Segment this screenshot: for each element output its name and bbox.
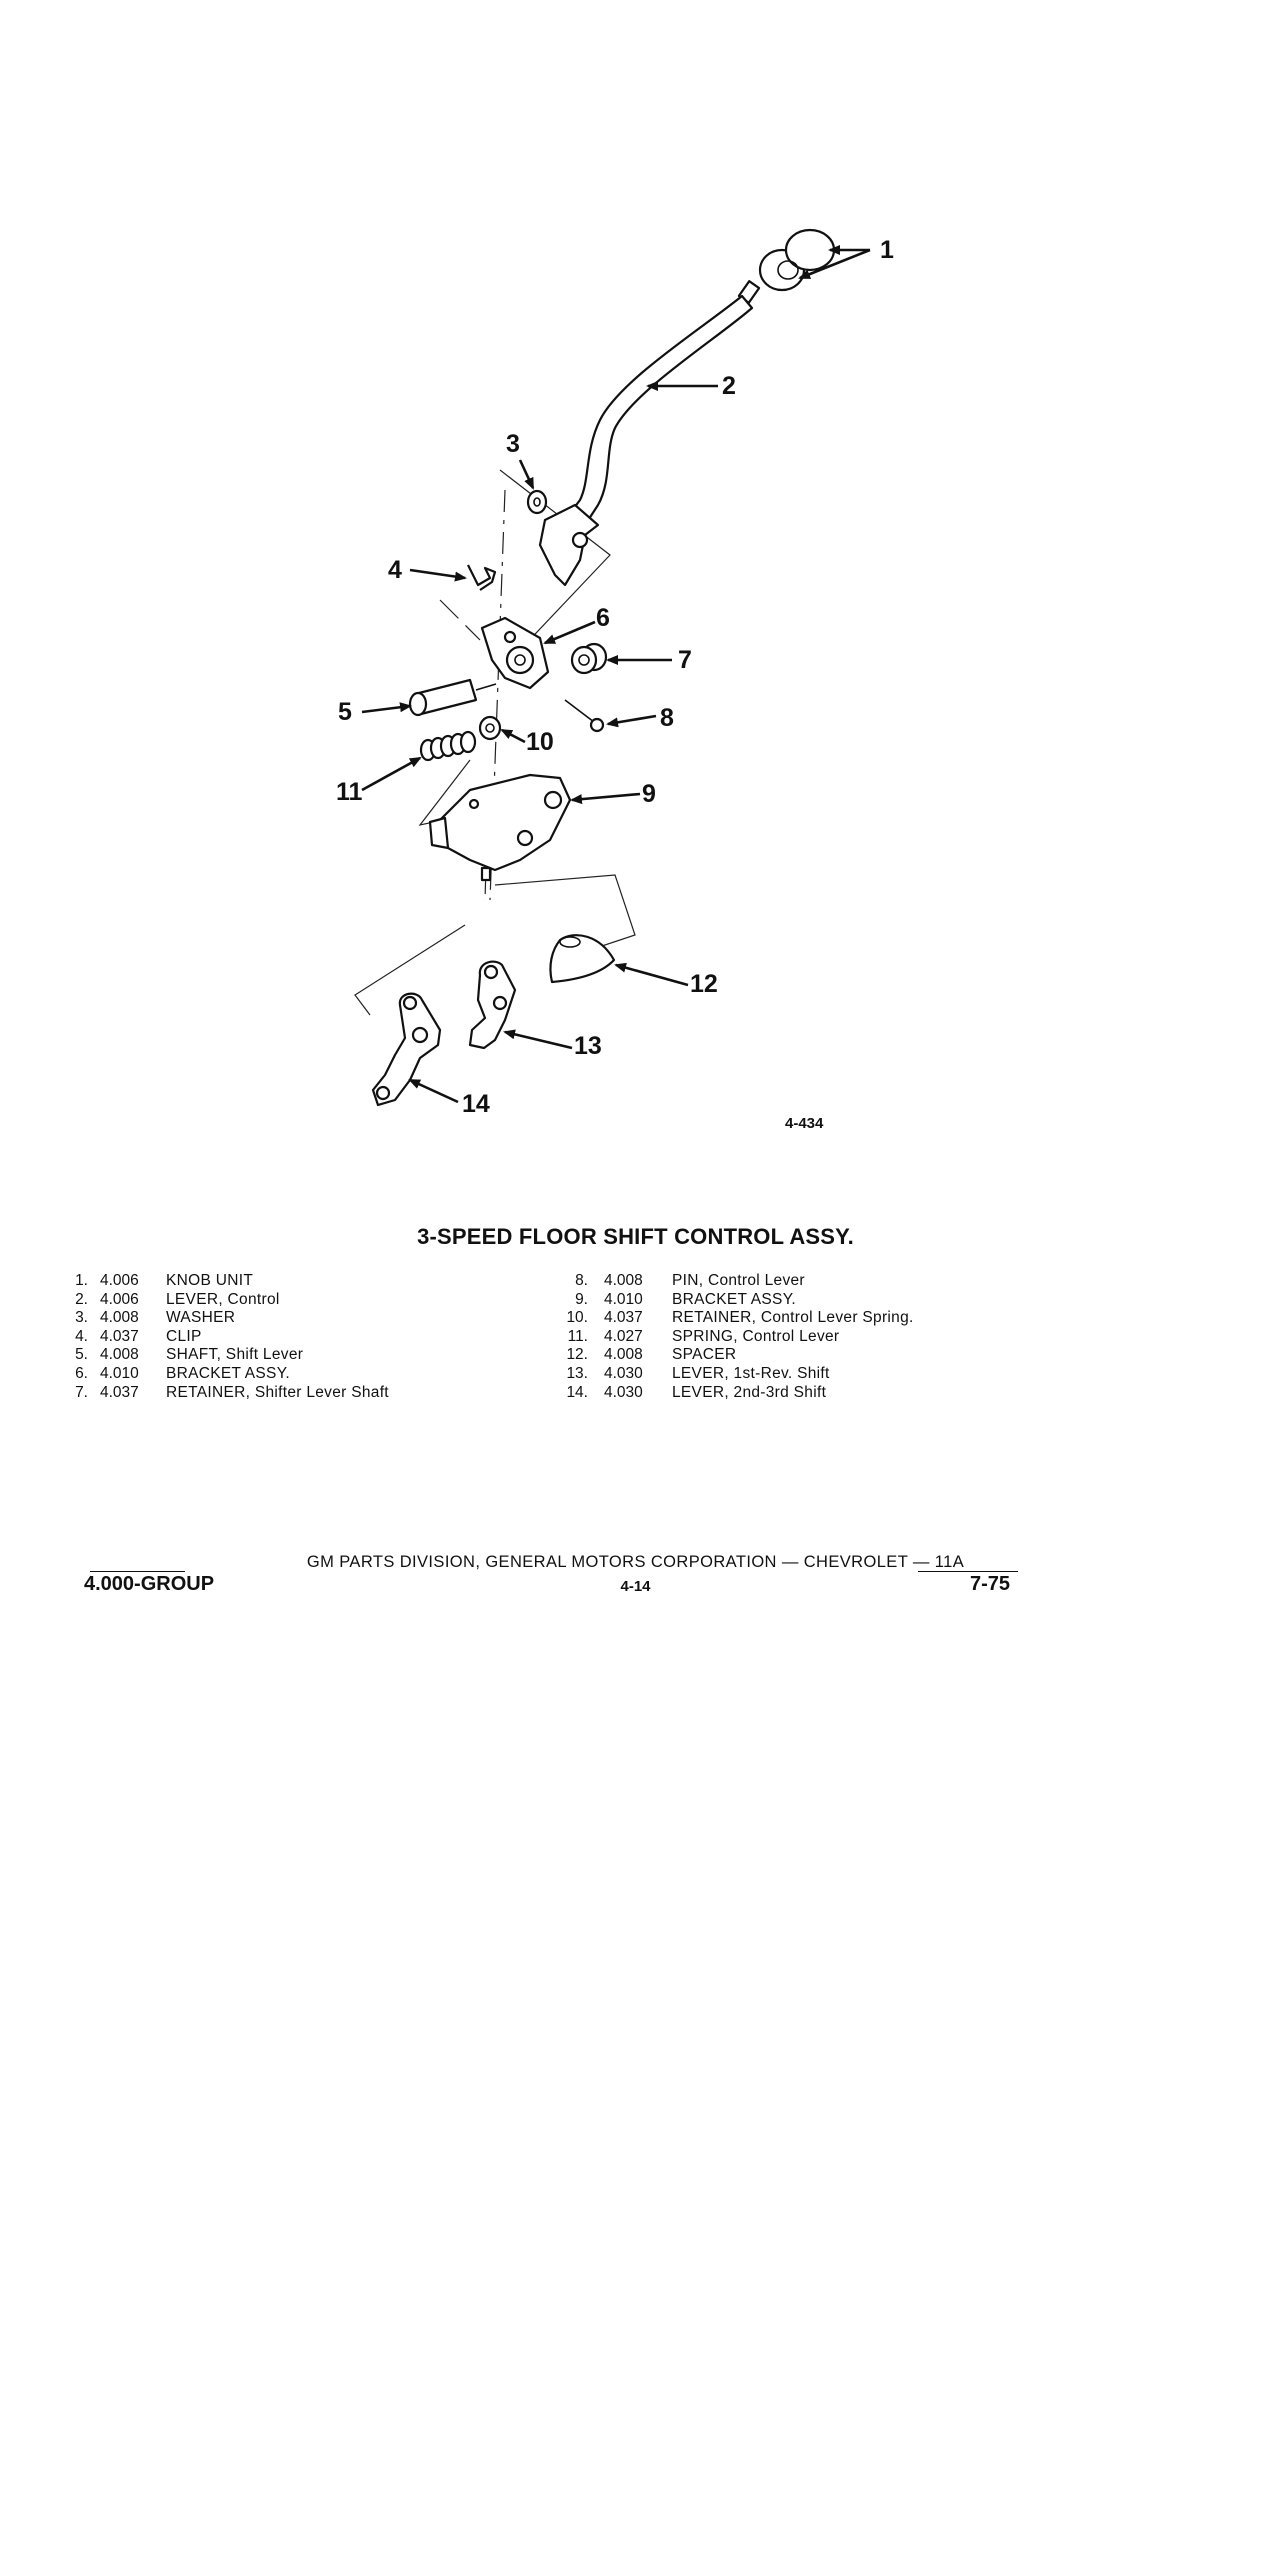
part-group-code: 4.010 xyxy=(604,1290,643,1308)
part-number: 9. xyxy=(575,1290,588,1308)
part-description: BRACKET ASSY. xyxy=(672,1290,796,1308)
footer-group-label: 4.000-GROUP xyxy=(84,1573,215,1595)
control-lever-part xyxy=(540,296,752,585)
spacer-part xyxy=(550,935,614,982)
callout-14: 14 xyxy=(462,1090,490,1118)
part-description: RETAINER, Shifter Lever Shaft xyxy=(166,1383,389,1401)
callout-4: 4 xyxy=(388,556,402,584)
washer-part xyxy=(528,491,546,513)
parts-row xyxy=(66,1346,526,1365)
part-number: 6. xyxy=(75,1364,88,1382)
callout-5: 5 xyxy=(338,698,352,726)
callout-7: 7 xyxy=(678,646,692,674)
part-description: SHAFT, Shift Lever xyxy=(166,1346,304,1364)
callout-9: 9 xyxy=(642,780,656,808)
projection-line-clip xyxy=(440,600,480,640)
part-group-code: 4.008 xyxy=(604,1346,643,1364)
footer-division-line: GM PARTS DIVISION, GENERAL MOTORS CORPORATION — CHEVROLET — 11A xyxy=(306,1553,965,1571)
parts-row xyxy=(66,1365,526,1384)
leader-10 xyxy=(502,730,525,742)
part-description: LEVER, Control xyxy=(166,1290,280,1308)
leader-8 xyxy=(608,716,656,724)
part-number: 11. xyxy=(567,1327,588,1345)
leader-12 xyxy=(616,965,688,985)
parts-row xyxy=(66,1309,526,1328)
shaft-retainer-part xyxy=(572,644,606,673)
parts-row xyxy=(560,1384,1020,1403)
first-rev-shift-lever-part xyxy=(470,962,515,1048)
part-group-code: 4.037 xyxy=(100,1327,139,1345)
parts-list-right xyxy=(560,1272,1020,1402)
part-number: 4. xyxy=(75,1327,88,1345)
exploded-diagram xyxy=(0,0,1271,1200)
part-group-code: 4.008 xyxy=(604,1272,643,1289)
parts-row xyxy=(66,1291,526,1310)
part-description: LEVER, 2nd-3rd Shift xyxy=(672,1383,827,1401)
part-group-code: 4.037 xyxy=(604,1309,643,1327)
figure-id: 4-434 xyxy=(785,1115,824,1132)
callout-8: 8 xyxy=(660,704,674,732)
leader-3 xyxy=(520,460,533,488)
parts-row xyxy=(560,1309,1020,1328)
control-lever-pin-part xyxy=(565,700,603,731)
part-group-code: 4.006 xyxy=(100,1290,139,1308)
parts-list-left xyxy=(66,1272,526,1402)
parts-row xyxy=(66,1328,526,1347)
part-description: BRACKET ASSY. xyxy=(166,1364,290,1382)
part-description: CLIP xyxy=(166,1327,202,1345)
parts-row xyxy=(560,1328,1020,1347)
leader-9 xyxy=(572,794,640,800)
control-lever-spring-part xyxy=(421,732,475,760)
part-group-code: 4.037 xyxy=(100,1383,139,1401)
callout-6: 6 xyxy=(596,604,610,632)
leader-13 xyxy=(505,1032,572,1048)
callout-3: 3 xyxy=(506,430,520,458)
part-number: 3. xyxy=(75,1309,88,1327)
part-description: WASHER xyxy=(166,1309,236,1327)
part-number: 10. xyxy=(566,1309,588,1327)
part-group-code: 4.030 xyxy=(604,1383,643,1401)
callout-10: 10 xyxy=(526,728,554,756)
part-group-code: 4.030 xyxy=(604,1364,643,1382)
footer-rule-right xyxy=(918,1571,1018,1572)
shift-lever-shaft-part xyxy=(410,680,496,715)
part-description: SPACER xyxy=(672,1346,737,1364)
parts-row xyxy=(560,1272,1020,1291)
lower-bracket-part xyxy=(430,775,570,880)
part-group-code: 4.008 xyxy=(100,1309,139,1327)
part-number: 8. xyxy=(575,1272,588,1289)
part-group-code: 4.008 xyxy=(100,1346,139,1364)
part-number: 7. xyxy=(75,1383,88,1401)
knob-unit-part xyxy=(739,230,834,303)
footer-date: 7-75 xyxy=(970,1573,1011,1595)
parts-row xyxy=(66,1272,526,1291)
part-number: 13. xyxy=(566,1364,588,1382)
spring-retainer-part xyxy=(480,717,500,739)
leader-11 xyxy=(362,758,420,790)
callout-1: 1 xyxy=(880,236,894,264)
callout-13: 13 xyxy=(574,1032,602,1060)
page-title: 3-SPEED FLOOR SHIFT CONTROL ASSY. xyxy=(417,1224,854,1249)
leader-6 xyxy=(545,622,595,643)
leader-4 xyxy=(410,570,465,578)
parts-row xyxy=(560,1291,1020,1310)
parts-row xyxy=(560,1365,1020,1384)
part-description: SPRING, Control Lever xyxy=(672,1327,840,1345)
footer-page-number: 4-14 xyxy=(620,1578,651,1595)
callout-11: 11 xyxy=(336,778,363,806)
part-group-code: 4.006 xyxy=(100,1272,139,1289)
part-number: 2. xyxy=(75,1290,88,1308)
parts-row xyxy=(66,1384,526,1403)
part-number: 1. xyxy=(75,1272,88,1289)
part-description: PIN, Control Lever xyxy=(672,1272,805,1289)
part-description: LEVER, 1st-Rev. Shift xyxy=(672,1364,830,1382)
leader-14 xyxy=(410,1080,458,1102)
part-number: 14. xyxy=(566,1383,588,1401)
part-group-code: 4.027 xyxy=(604,1327,643,1345)
clip-part xyxy=(468,565,495,590)
part-group-code: 4.010 xyxy=(100,1364,139,1382)
part-description: KNOB UNIT xyxy=(166,1272,254,1289)
part-number: 5. xyxy=(75,1346,88,1364)
leader-5 xyxy=(362,706,410,712)
parts-row xyxy=(560,1346,1020,1365)
part-number: 12. xyxy=(566,1346,588,1364)
callout-2: 2 xyxy=(722,372,736,400)
upper-bracket-part xyxy=(482,618,548,688)
callout-12: 12 xyxy=(690,970,718,998)
part-description: RETAINER, Control Lever Spring. xyxy=(672,1309,914,1327)
